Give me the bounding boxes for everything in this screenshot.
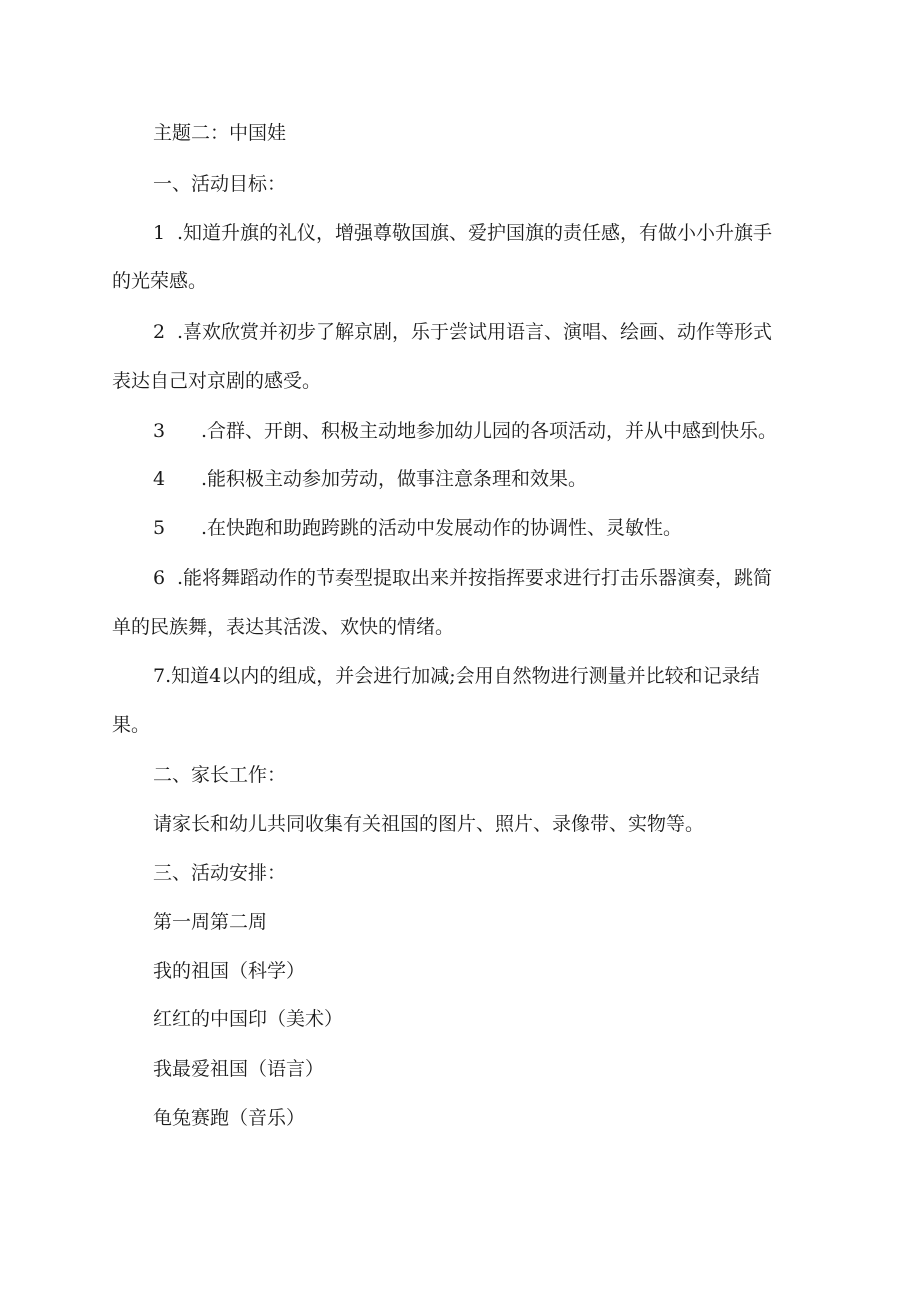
document-title: 主题二：中国娃: [153, 122, 287, 144]
goal-number: 5: [153, 517, 166, 539]
section-heading-parents: 二、家长工作：: [153, 764, 287, 786]
goal-item-6: [153, 566, 772, 590]
goal-item-7-cont: 果。: [112, 714, 151, 736]
goal-item-1-cont: 的光荣感。: [112, 270, 208, 292]
parents-work-text: 请家长和幼儿共同收集有关祖国的图片、照片、录像带、实物等。: [153, 813, 705, 835]
section-heading-goals: 一、活动目标：: [153, 173, 287, 195]
goal-text: .知道升旗的礼仪，增强尊敬国旗、爱护国旗的责任感，有做小小升旗手: [177, 222, 773, 244]
goal-item-6-cont: 单的民族舞，表达其活泼、欢快的情绪。: [112, 616, 455, 638]
goal-text: .喜欢欣赏并初步了解京剧，乐于尝试用语言、演唱、绘画、动作等形式: [177, 321, 773, 343]
goal-number: 4: [153, 468, 166, 490]
goal-text: .合群、开朗、积极主动地参加幼儿园的各项活动，并从中感到快乐。: [201, 420, 778, 442]
goal-item-1: [153, 221, 772, 245]
goal-item-7: 7.知道4以内的组成，并会进行加减;会用自然物进行测量并比较和记录结: [153, 665, 760, 687]
goal-item-2-cont: 表达自己对京剧的感受。: [112, 370, 322, 392]
goal-number: 1: [153, 222, 166, 244]
goal-item-5: [153, 516, 682, 540]
schedule-line: 龟兔赛跑（音乐）: [153, 1107, 306, 1129]
schedule-line: 我最爱祖国（语言）: [153, 1058, 325, 1080]
goal-item-4: [153, 467, 587, 491]
goal-number: 6: [153, 567, 166, 589]
goal-item-3: [153, 419, 777, 443]
goal-number: 3: [153, 420, 166, 442]
goal-item-2: [153, 320, 772, 344]
schedule-line: 第一周第二周: [153, 911, 268, 933]
schedule-line: 红红的中国印（美术）: [153, 1008, 344, 1030]
section-heading-schedule: 三、活动安排：: [153, 862, 287, 884]
goal-text: .在快跑和助跑跨跳的活动中发展动作的协调性、灵敏性。: [201, 517, 683, 539]
goal-text: .能将舞蹈动作的节奏型提取出来并按指挥要求进行打击乐器演奏，跳简: [177, 567, 773, 589]
schedule-line: 我的祖国（科学）: [153, 960, 306, 982]
goal-text: .能积极主动参加劳动，做事注意条理和效果。: [201, 468, 588, 490]
goal-number: 2: [153, 321, 166, 343]
